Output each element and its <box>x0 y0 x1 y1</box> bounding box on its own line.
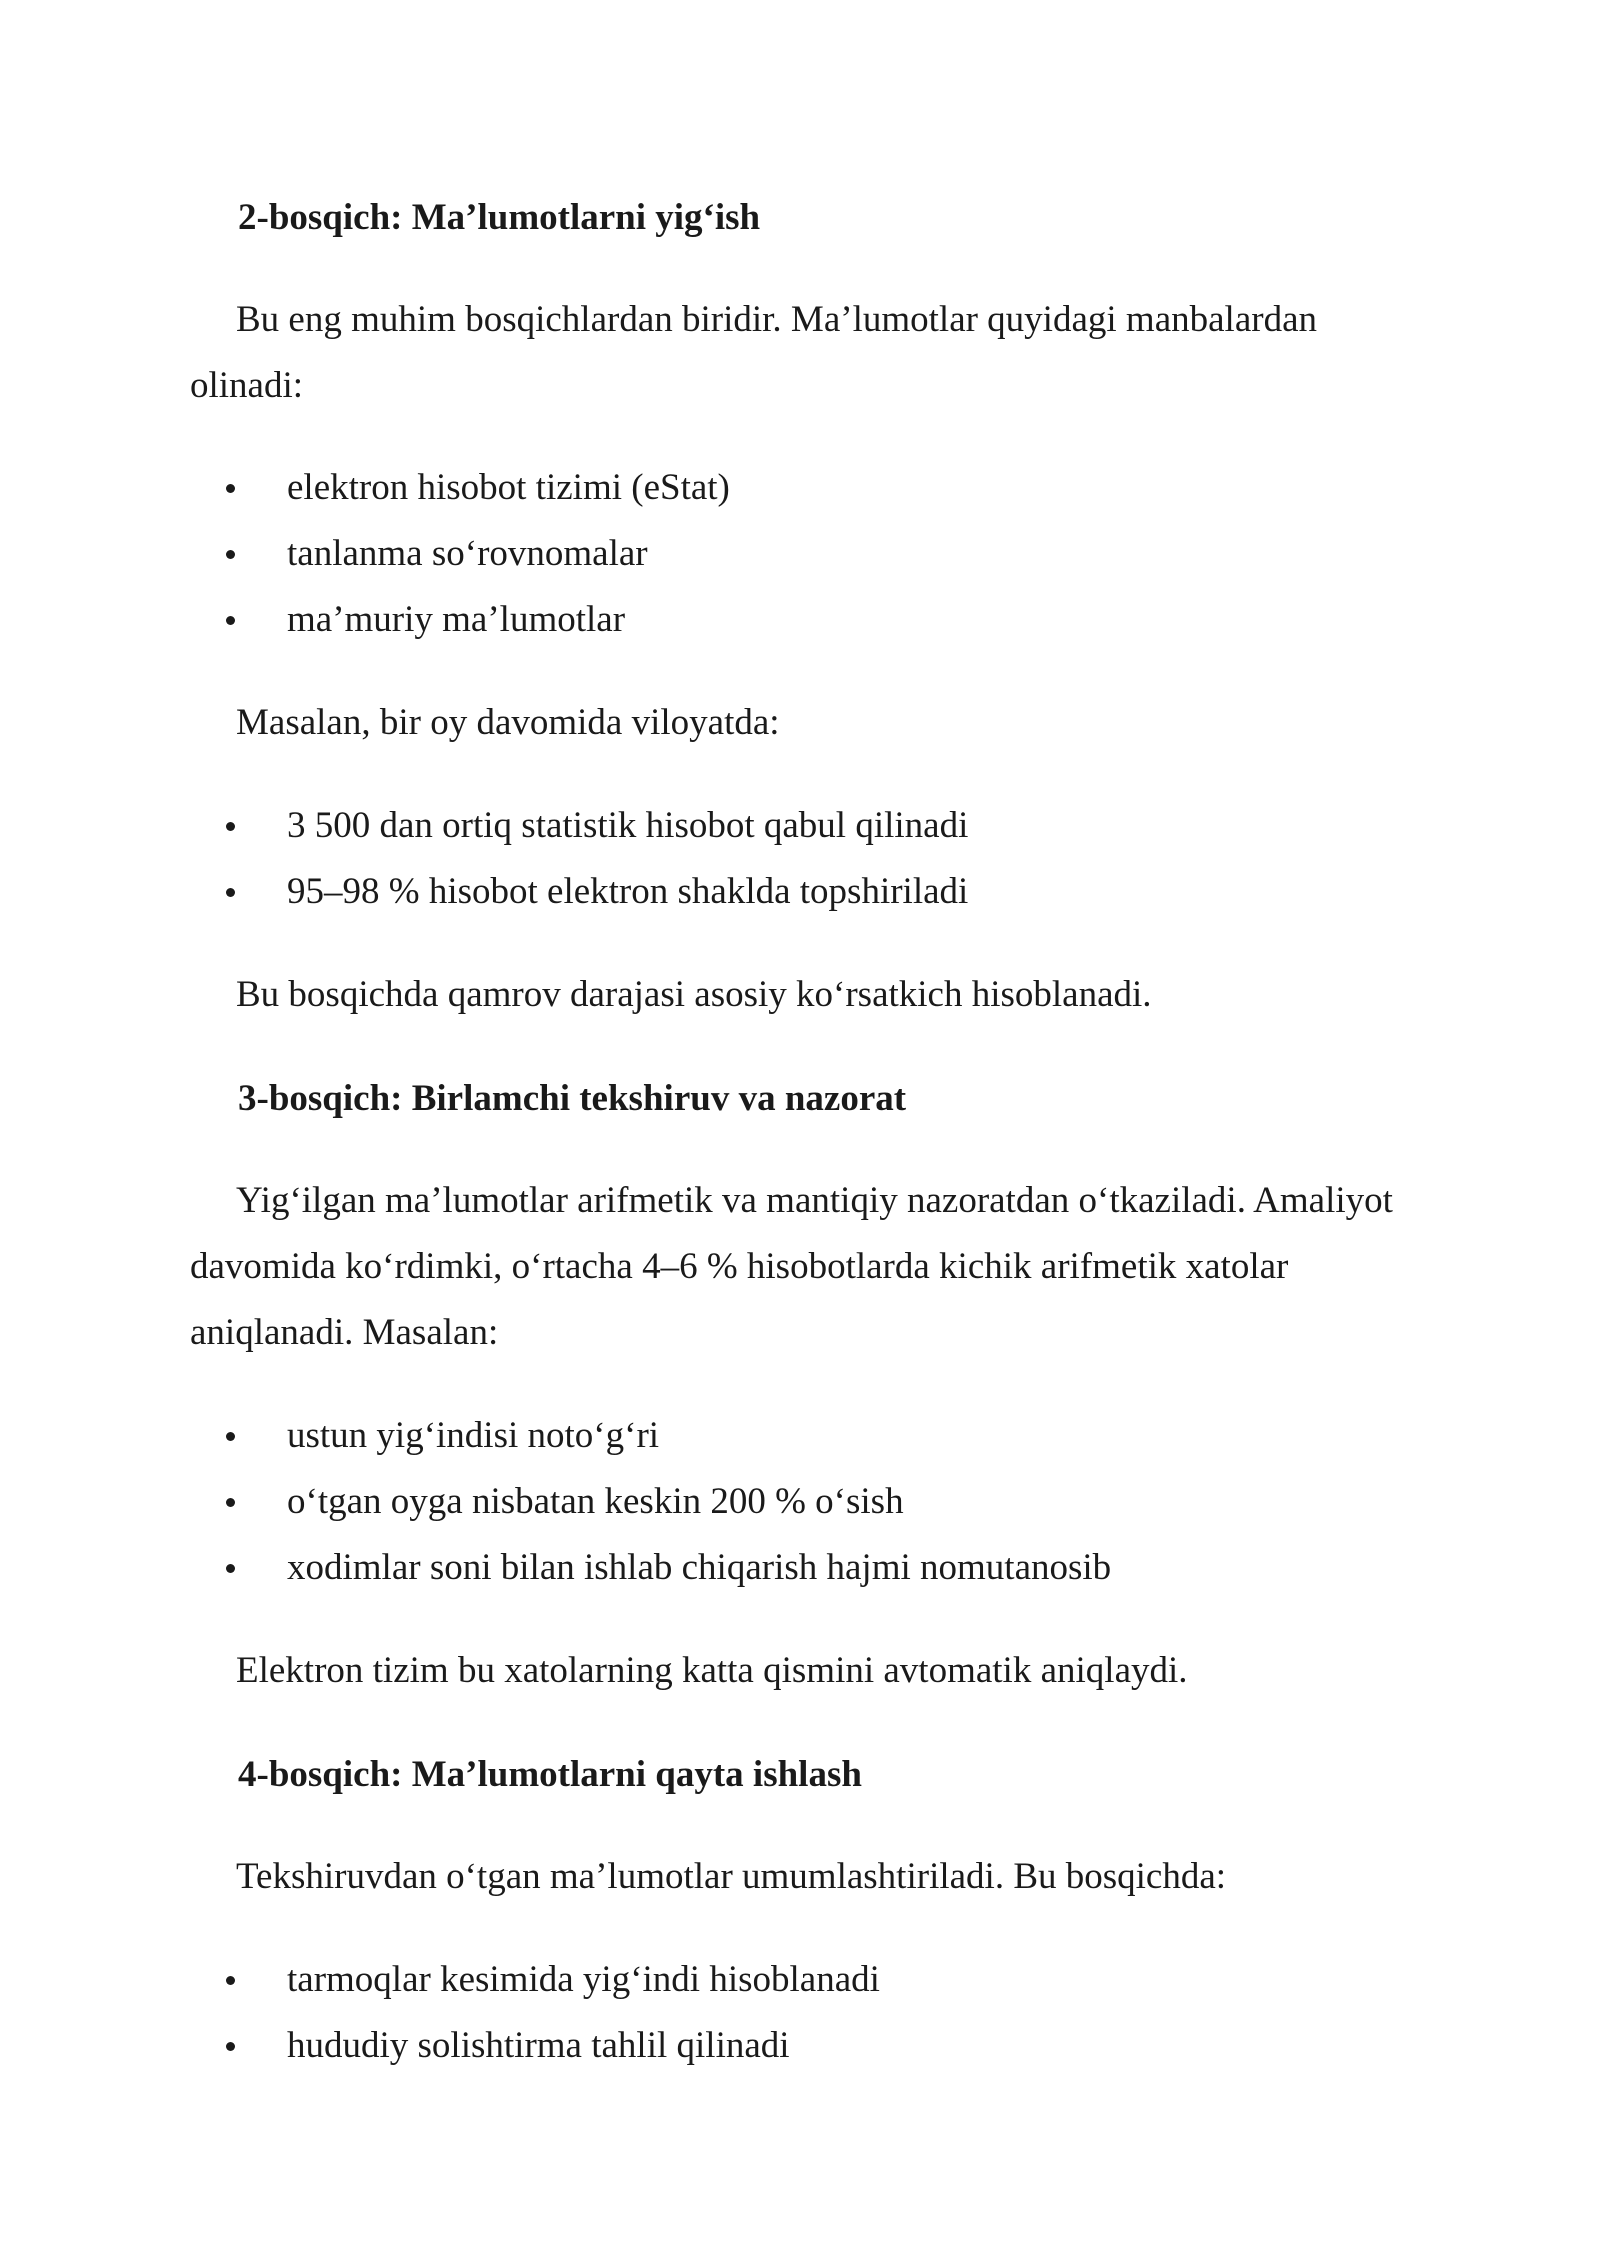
bullet-icon <box>226 484 235 493</box>
bullet-icon <box>226 616 235 625</box>
bullet-icon <box>226 550 235 559</box>
section-heading-2: 2-bosqich: Ma’lumotlarni yig‘ish <box>238 197 761 238</box>
bullet-icon <box>226 1432 235 1441</box>
section-2-conclusion: Bu bosqichda qamrov darajasi asosiy ko‘rsatkich hisoblanadi. <box>236 974 1152 1015</box>
bullet-icon <box>226 2042 235 2051</box>
section-4-intro: Tekshiruvdan o‘tgan ma’lumotlar umumlashtiriladi. Bu bosqichda: <box>236 1856 1227 1897</box>
bullet-icon <box>226 822 235 831</box>
section-3-intro: Yig‘ilgan ma’lumotlar arifmetik va mantiqiy nazoratdan o‘tkaziladi. Amaliyot davomida ko‘rdimki, o‘rtacha 4–6 % hisobotlarda kichik arifmetik xatolar aniqlanadi. Masalan: <box>190 1180 1393 1353</box>
bullet-icon <box>226 1564 235 1573</box>
section-heading-4: 4-bosqich: Ma’lumotlarni qayta ishlash <box>238 1754 862 1795</box>
section-2-intro: Bu eng muhim bosqichlardan biridir. Ma’lumotlar quyidagi manbalardan olinadi: <box>190 299 1317 406</box>
section-2-example: Masalan, bir oy davomida viloyatda: <box>236 702 780 743</box>
section-3-conclusion: Elektron tizim bu xatolarning katta qismini avtomatik aniqlaydi. <box>236 1650 1188 1691</box>
bullet-icon <box>226 1976 235 1985</box>
document-page: 2-bosqich: Ma’lumotlarni yig‘ish Bu eng muhim bosqichlardan biridir. Ma’lumotlar quyidagi manbalardan olinadi: elektron hisobot tizimi (eStat) tanlanma so‘rovnomalar ma’muriy ma’lumotlar Masalan, bir oy davomida viloyatda: 3 500 dan ortiq statistik hisobot qabul qilinadi 95–98 % hisobot elektron shaklda topshiriladi Bu bosqichda qamrov darajasi asosiy ko‘rsatkich hisoblanadi. 3-bosqich: Birlamchi tekshiruv va nazorat Yig‘ilgan ma’lumotlar arifmetik va mantiqiy nazoratdan o‘tkaziladi. Amaliyot davomida ko‘rdimki, o‘rtacha 4–6 % hisobotlarda kichik arifmetik xatolar aniqlanadi. Masalan: ustun yig‘indisi noto‘g‘ri o‘tgan oyga nisbatan keskin 200 % o‘sish xodimlar soni bilan ishlab chiqarish hajmi nomutanosib Elektron tizim bu xatolarning katta qismini avtomatik aniqlaydi. 4-bosqich: Ma’lumotlarni qayta ishlash Tekshiruvdan o‘tgan ma’lumotlar umumlashtiriladi. Bu bosqichda: tarmoqlar kesimida yig‘indi hisoblanadi hududiy solishtirma tahlil qilinadi <box>0 0 1600 2262</box>
bullet-icon <box>226 888 235 897</box>
bullet-icon <box>226 1498 235 1507</box>
section-heading-3: 3-bosqich: Birlamchi tekshiruv va nazorat <box>238 1078 907 1119</box>
